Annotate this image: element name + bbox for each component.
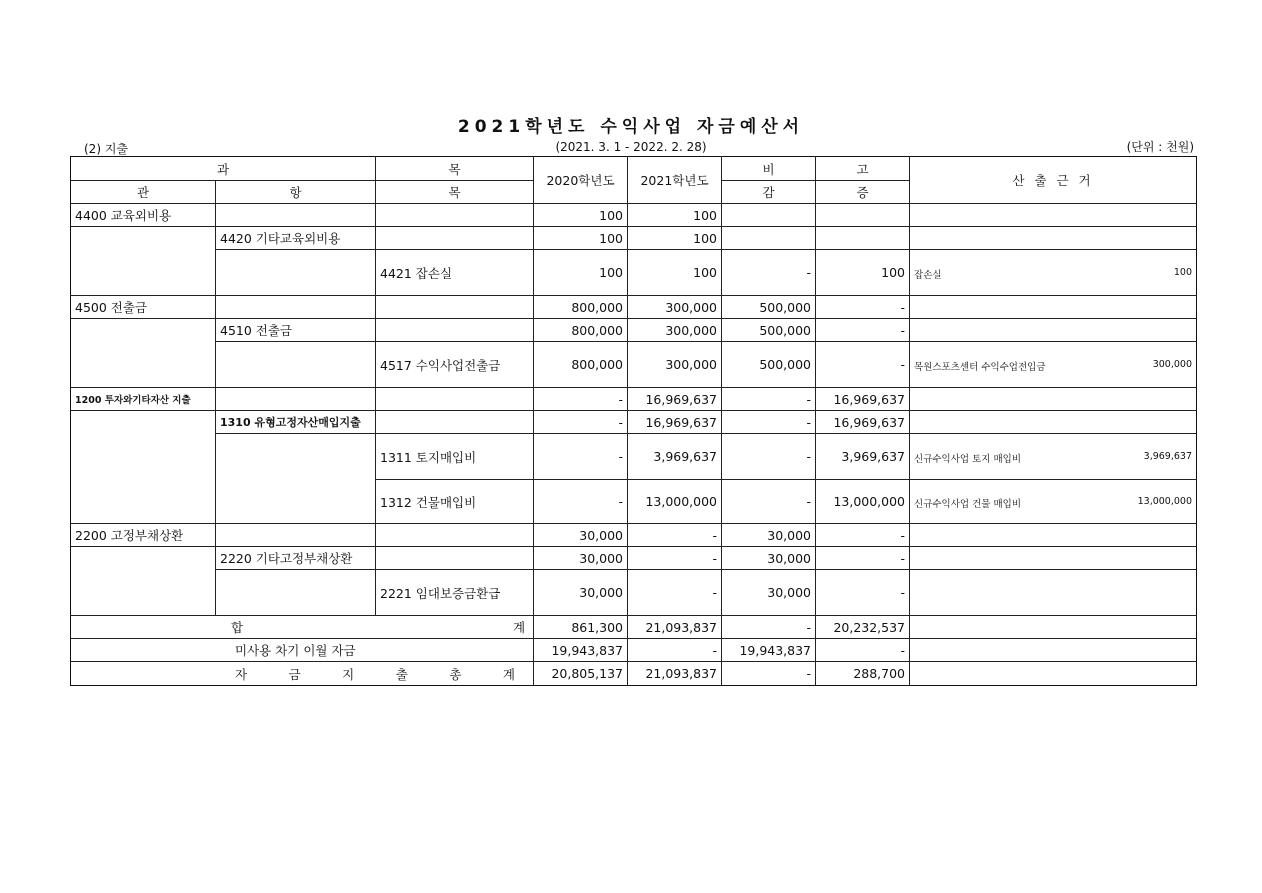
basis-cell [910, 250, 1197, 296]
value-decrease: 500,000 [722, 342, 816, 388]
basis-cell [910, 434, 1197, 480]
basis-cell [910, 480, 1197, 524]
hang-cell [216, 342, 376, 388]
basis-cell [910, 296, 1197, 319]
value-increase: - [816, 570, 910, 616]
value-2020: 800,000 [534, 296, 628, 319]
header-basis: 산 출 근 거 [910, 157, 1197, 204]
value-2020: 100 [534, 204, 628, 227]
sum-label [71, 616, 534, 639]
table-row [71, 227, 1197, 250]
header-increase: 증 [816, 181, 910, 204]
value-decrease: - [722, 616, 816, 639]
table-row [71, 411, 1197, 434]
value-2020: 30,000 [534, 570, 628, 616]
gwan-cell [71, 411, 216, 524]
value-2020: 100 [534, 227, 628, 250]
value-2020: 30,000 [534, 524, 628, 547]
value-2021: 16,969,637 [628, 388, 722, 411]
value-increase: - [816, 639, 910, 662]
value-decrease: - [722, 434, 816, 480]
mok-cell [376, 319, 534, 342]
gwan-cell [71, 319, 216, 388]
basis-amount: 13,000,000 [1137, 496, 1193, 507]
gwan-cell: 4400 교육외비용 [71, 204, 216, 227]
header-decrease: 감 [722, 181, 816, 204]
value-increase: 16,969,637 [816, 388, 910, 411]
value-2020: - [534, 411, 628, 434]
value-2021: - [628, 524, 722, 547]
value-2021: 300,000 [628, 296, 722, 319]
carry-row [71, 639, 1197, 662]
sum-label-b: 계 [512, 620, 526, 635]
value-increase: - [816, 342, 910, 388]
value-decrease [722, 227, 816, 250]
table-row [71, 204, 1197, 227]
value-2021: 100 [628, 227, 722, 250]
table-row [71, 296, 1197, 319]
grand-char: 금 [288, 666, 301, 682]
value-2020: 800,000 [534, 319, 628, 342]
basis-cell [910, 547, 1197, 570]
gwan-cell: 1200 투자와기타자산 지출 [71, 388, 216, 411]
mok-cell [376, 388, 534, 411]
value-2020: 800,000 [534, 342, 628, 388]
basis-cell [910, 388, 1197, 411]
document-title: 2021학년도 수익사업 자금예산서 [457, 117, 805, 137]
basis-cell [910, 524, 1197, 547]
table-row [71, 547, 1197, 570]
hang-cell [216, 204, 376, 227]
mok-cell [376, 547, 534, 570]
value-decrease: - [722, 662, 816, 686]
mok-cell [376, 204, 534, 227]
header-mok-group: 목 [376, 157, 534, 181]
value-decrease: - [722, 480, 816, 524]
table-row [71, 524, 1197, 547]
mok-cell [376, 296, 534, 319]
basis-amount: 300,000 [1152, 359, 1193, 370]
hang-cell [216, 296, 376, 319]
value-2020: 100 [534, 250, 628, 296]
value-increase: 3,969,637 [816, 434, 910, 480]
value-decrease: 30,000 [722, 524, 816, 547]
value-2020: - [534, 388, 628, 411]
header-hang: 항 [216, 181, 376, 204]
table-row [71, 570, 1197, 616]
grand-char: 출 [395, 666, 408, 682]
value-decrease [722, 204, 816, 227]
value-2021: 100 [628, 250, 722, 296]
gwan-cell: 2200 고정부채상환 [71, 524, 216, 547]
value-2021: 300,000 [628, 342, 722, 388]
grand-char: 지 [342, 666, 355, 682]
header-mok: 목 [376, 181, 534, 204]
hang-cell [216, 388, 376, 411]
basis-label: 목원스포츠센터 수익수업전입금 [914, 362, 1046, 373]
grand-char: 계 [502, 666, 515, 682]
header-bigo-right: 고 [816, 157, 910, 181]
carry-label: 미사용 차기 이월 자금 [71, 639, 534, 662]
basis-cell [910, 570, 1197, 616]
value-decrease: - [722, 411, 816, 434]
value-2020: 20,805,137 [534, 662, 628, 686]
period-label: (2021. 3. 1 - 2022. 2. 28) [555, 140, 707, 154]
mok-cell: 1311 토지매입비 [376, 434, 534, 480]
unit-label: (단위 : 천원) [1126, 140, 1194, 154]
value-2021: 300,000 [628, 319, 722, 342]
value-2020: - [534, 480, 628, 524]
value-2021: 21,093,837 [628, 662, 722, 686]
hang-cell [216, 250, 376, 296]
table-row [71, 342, 1197, 388]
mok-cell: 1312 건물매입비 [376, 480, 534, 524]
basis-cell [910, 616, 1197, 639]
mok-cell: 2221 임대보증금환급 [376, 570, 534, 616]
value-2021: 16,969,637 [628, 411, 722, 434]
value-decrease: - [722, 388, 816, 411]
value-2021: - [628, 547, 722, 570]
value-decrease: - [722, 250, 816, 296]
basis-label: 신규수익사업 건물 매입비 [914, 499, 1022, 510]
value-2020: 861,300 [534, 616, 628, 639]
value-2021: 100 [628, 204, 722, 227]
grand-total-label [71, 662, 534, 686]
value-increase: 20,232,537 [816, 616, 910, 639]
value-decrease: 19,943,837 [722, 639, 816, 662]
basis-label: 신규수익사업 토지 매입비 [914, 454, 1022, 465]
value-increase: - [816, 547, 910, 570]
basis-cell [910, 639, 1197, 662]
mok-cell: 4517 수익사업전출금 [376, 342, 534, 388]
value-increase: - [816, 524, 910, 547]
value-increase: 13,000,000 [816, 480, 910, 524]
table-row [71, 319, 1197, 342]
mok-cell: 4421 잡손실 [376, 250, 534, 296]
value-2021: - [628, 570, 722, 616]
hang-cell [216, 524, 376, 547]
value-2020: - [534, 434, 628, 480]
sum-label-a: 합 [231, 620, 244, 635]
value-increase: 16,969,637 [816, 411, 910, 434]
table-row [71, 434, 1197, 480]
value-increase: 288,700 [816, 662, 910, 686]
value-increase [816, 227, 910, 250]
hang-cell: 2220 기타고정부채상환 [216, 547, 376, 570]
value-2021: 21,093,837 [628, 616, 722, 639]
table-row [71, 250, 1197, 296]
value-2020: 19,943,837 [534, 639, 628, 662]
value-decrease: 500,000 [722, 319, 816, 342]
hang-cell: 4510 전출금 [216, 319, 376, 342]
value-decrease: 500,000 [722, 296, 816, 319]
mok-cell [376, 524, 534, 547]
grand-total-row [71, 662, 1197, 686]
basis-amount: 100 [1173, 267, 1193, 278]
sum-row [71, 616, 1197, 639]
basis-cell [910, 662, 1197, 686]
value-increase [816, 204, 910, 227]
grand-char: 총 [449, 666, 462, 682]
value-increase: 100 [816, 250, 910, 296]
hang-cell: 4420 기타교육외비용 [216, 227, 376, 250]
section-label: (2) 지출 [84, 142, 128, 156]
basis-label: 잡손실 [914, 270, 942, 281]
header-gwan: 관 [71, 181, 216, 204]
mok-cell [376, 227, 534, 250]
basis-cell [910, 342, 1197, 388]
hang-cell [216, 434, 376, 524]
value-increase: - [816, 319, 910, 342]
header-gwamok: 과 [71, 157, 376, 181]
gwan-cell: 4500 전출금 [71, 296, 216, 319]
mok-cell [376, 411, 534, 434]
gwan-cell [71, 547, 216, 616]
hang-cell [216, 570, 376, 616]
hang-cell: 1310 유형고정자산매입지출 [216, 411, 376, 434]
header-2021: 2021학년도 [628, 157, 722, 204]
value-2021: 13,000,000 [628, 480, 722, 524]
value-decrease: 30,000 [722, 547, 816, 570]
table-row [71, 388, 1197, 411]
gwan-cell [71, 227, 216, 296]
value-2020: 30,000 [534, 547, 628, 570]
value-2021: 3,969,637 [628, 434, 722, 480]
basis-cell [910, 411, 1197, 434]
basis-cell [910, 204, 1197, 227]
value-2021: - [628, 639, 722, 662]
basis-cell [910, 227, 1197, 250]
basis-cell [910, 319, 1197, 342]
value-increase: - [816, 296, 910, 319]
header-bigo-left: 비 [722, 157, 816, 181]
basis-amount: 3,969,637 [1143, 451, 1193, 462]
header-2020: 2020학년도 [534, 157, 628, 204]
value-decrease: 30,000 [722, 570, 816, 616]
grand-char: 자 [235, 666, 248, 682]
budget-table [70, 156, 1197, 686]
